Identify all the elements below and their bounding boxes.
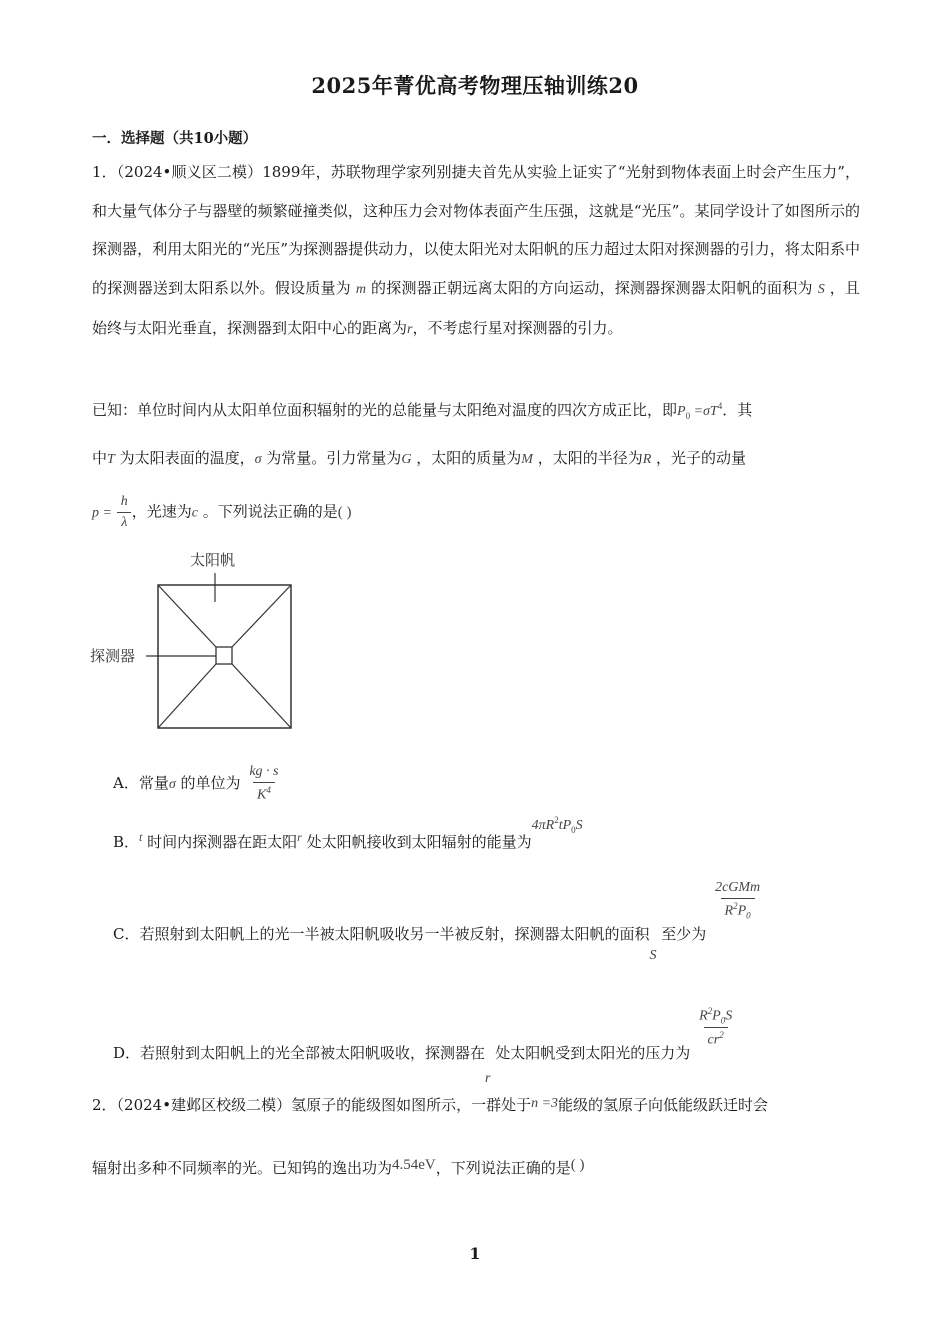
option-d[interactable]: D．若照射到太阳帆上的光全部被太阳帆吸收，探测器在r 处太阳帆受到太阳光的压力为 $\frac{R^2P_0S}{cr^2}$ <box>113 1006 736 1063</box>
known-line-2: 中T 为太阳表面的温度，σ 为常量。引力常量为G ，太阳的质量为M ，太阳的半径为R ，光子的动量 <box>92 449 747 467</box>
section-title: 一．选择题（共10小题） <box>92 130 258 147</box>
page-title: 2025年菁优高考物理压轴训练20 <box>311 73 639 98</box>
known-line-1: 已知：单位时间内从太阳单位面积辐射的光的总能量与太阳绝对温度的四次方成正比，即$P_0 =\sigma T^4$．其 <box>92 401 753 421</box>
option-a[interactable]: A．常量σ 的单位为 $\frac{kg \cdot s}{K^4}$ <box>113 764 283 804</box>
question-2-line-2: 辐射出多种不同频率的光。已知钨的逸出功为4.54eV，下列说法正确的是( ) <box>92 1157 585 1177</box>
probe-label: 探测器 <box>90 647 136 665</box>
option-c-area-fraction: $\frac{\text{2cGMm}}{R^2P_0}$ <box>715 880 761 921</box>
solar-sail-figure <box>88 545 308 739</box>
option-a-unit-fraction: $\frac{kg \cdot s}{K^4}$ <box>249 764 279 803</box>
page-number: 1 <box>469 1244 481 1263</box>
diagonal-top-right <box>232 585 291 647</box>
option-d-force-fraction: $\frac{R^2P_0S}{cr^2}$ <box>699 1006 733 1049</box>
probe-box <box>216 647 232 664</box>
sail-label: 太阳帆 <box>190 551 236 569</box>
diagonal-top-left <box>158 585 216 647</box>
question-1-intro: 1．（2024•顺义区二模）1899年，苏联物理学家列别捷夫首先从实验上证实了“光射到物体表面上时会产生压力”，和大量气体分子与器壁的频繁碰撞类似，这种压力会对物体表面产生压强，这就是“光压”。某同学设计了如图所示的探测器，利用太阳光的“光压”为探测器提供动力，以使太阳光对太阳帆的压力超过太阳对探测器的引力，将太阳系中的探测器送到太阳系以外。假设质量为 m 的探测器正朝远离太阳的方向运动，探测器探测器太阳帆的面积为 S ，且始终与太阳光垂直，探测器到太阳中心的距离为r，不考虑行星对探测器的引力。 <box>92 163 860 337</box>
diagonal-bottom-right <box>232 664 291 728</box>
option-c[interactable]: C．若照射到太阳帆上的光一半被太阳帆吸收另一半被反射，探测器太阳帆的面积S 至少为 $\frac{\text{2cGMm}}{R^2P_0}$ <box>113 880 764 944</box>
question-2-line-1: 2．（2024•建邺区校级二模）氢原子的能级图如图所示，一群处于n =3能级的氢原子向低能级跃迁时会 <box>92 1096 769 1114</box>
photon-momentum-fraction: $\frac{h}{\lambda}$ <box>117 494 132 531</box>
diagonal-bottom-left <box>158 664 216 728</box>
solar-sail-diagram <box>88 545 308 735</box>
option-b[interactable]: B．$^t$ 时间内探测器在距太阳$^r$ 处太阳帆接收到太阳辐射的能量为$4\pi R^2tP_0S$ <box>113 815 583 851</box>
known-line-3: p = $\frac{h}{\lambda}$ ，光速为c 。下列说法正确的是( ) <box>92 494 352 530</box>
